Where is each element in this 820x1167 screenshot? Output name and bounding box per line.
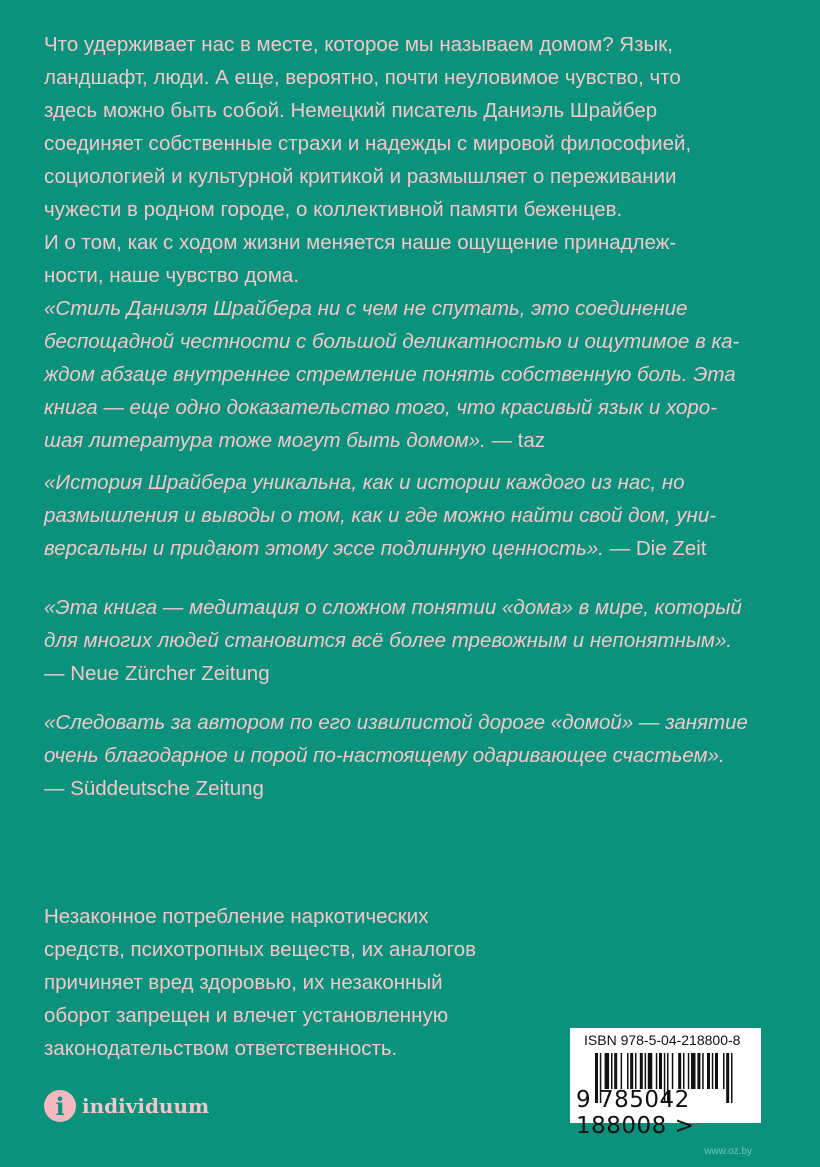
barcode-bar <box>688 1053 690 1089</box>
text-line: книга — еще одно доказательство того, что красивый язык и хоро- <box>44 396 718 419</box>
barcode-bar <box>723 1053 725 1089</box>
watermark: www.oz.by <box>704 1146 752 1157</box>
quote-source: — Süddeutsche Zeitung <box>44 777 264 800</box>
text-line: Незаконное потребление наркотических <box>44 905 429 928</box>
text-line: чужести в родном городе, о коллективной памяти беженцев. <box>44 198 623 221</box>
review-quote-die-zeit <box>44 466 716 565</box>
review-quote-taz <box>44 292 739 457</box>
publisher-name: individuum <box>82 1094 210 1118</box>
barcode-bar <box>697 1053 700 1089</box>
barcode-bar <box>630 1053 633 1089</box>
text-line-part: версальны и придают этому эссе подлинную ценность». <box>44 537 604 560</box>
legal-warning <box>44 900 476 1065</box>
text-line: соединяет собственные страхи и надежды с мировой философией, <box>44 132 692 155</box>
barcode-bar <box>648 1053 653 1089</box>
publisher-logo <box>44 1090 209 1122</box>
text-line: ности, наше чувство дома. <box>44 264 300 287</box>
barcode-bar <box>659 1053 662 1089</box>
isbn-label: ISBN 978-5-04-218800-8 <box>584 1032 741 1048</box>
barcode-bar <box>702 1053 704 1089</box>
text-line: И о том, как с ходом жизни меняется наше ощущение принадлеж- <box>44 231 677 254</box>
barcode-bar <box>656 1053 658 1089</box>
barcode-bar <box>605 1053 610 1089</box>
text-line: ландшафт, люди. А еще, вероятно, почти неуловимое чувство, что <box>44 66 681 89</box>
barcode-bar <box>678 1053 681 1089</box>
text-line: Что удерживает нас в месте, которое мы называем домом? Язык, <box>44 33 673 56</box>
text-line <box>44 532 716 565</box>
quote-source: — Die Zeit <box>603 537 707 560</box>
text-line: социологией и культурной критикой и размышляет о переживании <box>44 165 677 188</box>
book-description <box>44 28 691 292</box>
barcode-bar <box>683 1053 685 1089</box>
text-line: «Следовать за автором по его извилистой дороге «домой» — занятие <box>44 711 748 734</box>
text-line: беспощадной честности с большой деликатностью и ощутимое в ка- <box>44 330 740 353</box>
text-line: очень благодарное и порой по-настоящему одаривающее счастьем». <box>44 744 725 767</box>
text-line: причиняет вред здоровью, их незаконный <box>44 971 443 994</box>
publisher-logo-icon: i <box>44 1090 76 1122</box>
barcode-bar <box>712 1053 714 1089</box>
text-line: оборот запрещен и влечет установленную <box>44 1004 449 1027</box>
text-line: ждом абзаце внутреннее стремление понять собственную боль. Эта <box>44 363 736 386</box>
barcode-bar <box>640 1053 643 1089</box>
barcode-bar <box>621 1053 623 1089</box>
barcode-bar <box>611 1053 613 1089</box>
text-line: средств, психотропных веществ, их аналогов <box>44 938 477 961</box>
barcode-bar <box>645 1053 647 1089</box>
review-quote-nzz <box>44 591 742 690</box>
barcode-bar <box>672 1053 674 1089</box>
text-line: «Стиль Даниэля Шрайбера ни с чем не спутать, это соединение <box>44 297 688 320</box>
isbn-barcode <box>570 1028 761 1139</box>
barcode-bar <box>627 1053 629 1089</box>
barcode-bar <box>614 1053 617 1089</box>
text-line: для многих людей становится всё более тревожным и непонятным». <box>44 629 733 652</box>
text-line: «Эта книга — медитация о сложном понятии «дома» в мире, который <box>44 596 742 619</box>
text-line: здесь можно быть собой. Немецкий писатель Даниэль Шрайбер <box>44 99 658 122</box>
text-line: размышления и выводы о том, как и где можно найти свой дом, уни- <box>44 504 717 527</box>
text-line: «История Шрайбера уникальна, как и истории каждого из нас, но <box>44 471 685 494</box>
barcode-bar <box>715 1053 718 1089</box>
quote-source: — Neue Zürcher Zeitung <box>44 662 270 685</box>
text-line <box>44 424 739 457</box>
review-quote-sz <box>44 706 748 805</box>
barcode-bar <box>707 1053 710 1089</box>
text-line: законодательством ответственность. <box>44 1037 398 1060</box>
quote-source: — taz <box>485 429 546 452</box>
isbn-digits: 9 785042 188008 > <box>576 1087 695 1139</box>
barcode-bar <box>691 1053 696 1089</box>
text-line-part: шая литература тоже могут быть домом». <box>44 429 486 452</box>
barcode-bar <box>635 1053 637 1089</box>
